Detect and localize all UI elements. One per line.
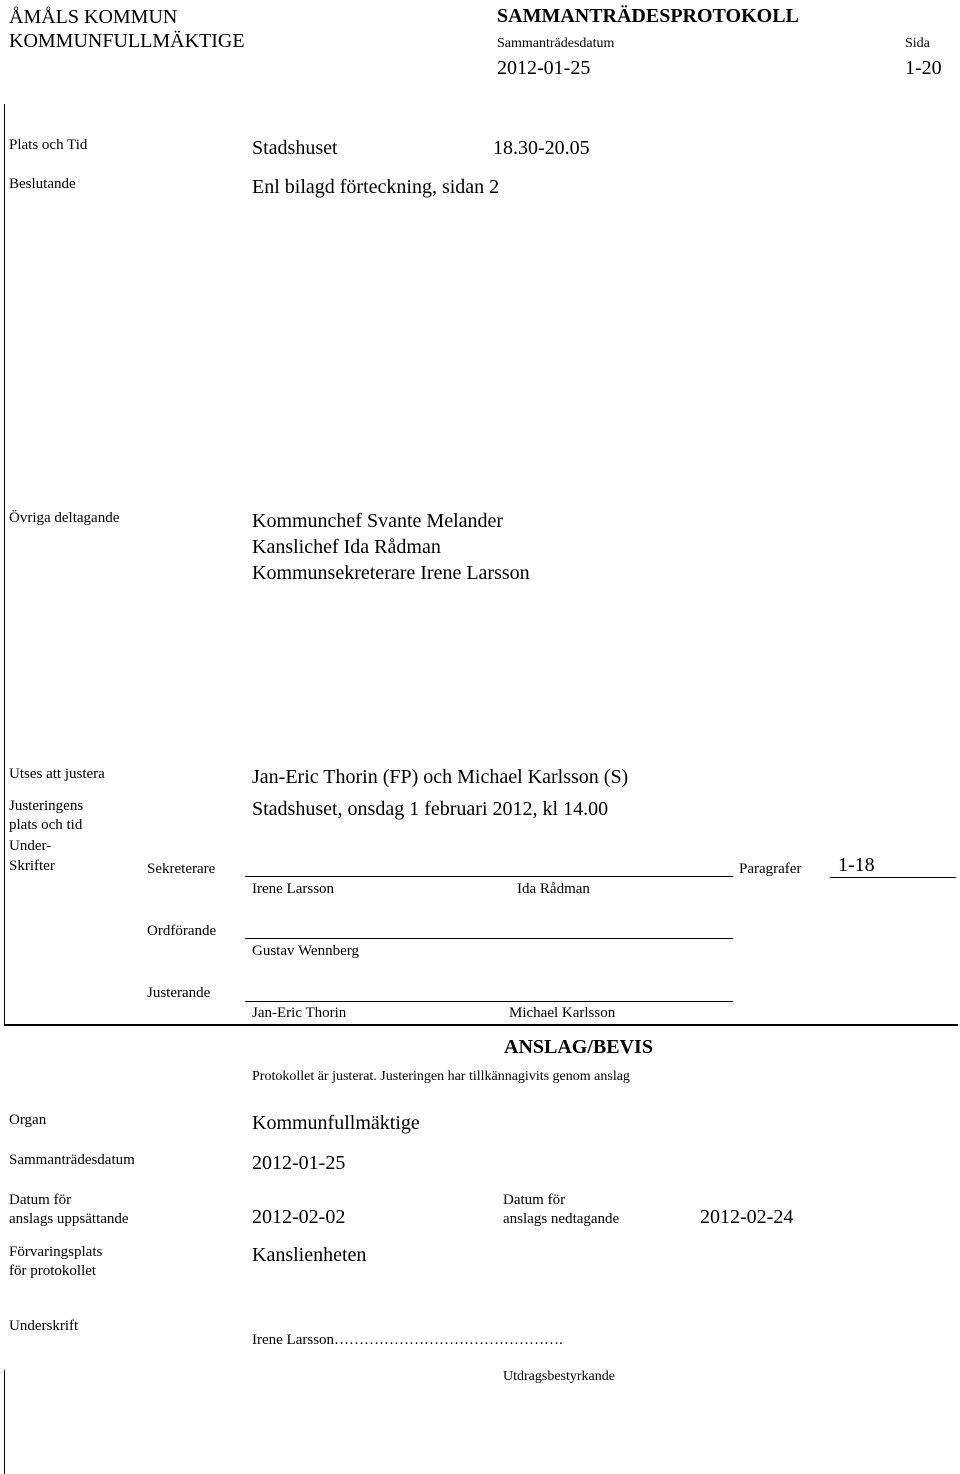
secretary-label: Sekreterare bbox=[147, 861, 216, 877]
secretary-name-1: Irene Larsson bbox=[252, 881, 335, 897]
chair-signature-line bbox=[245, 938, 733, 939]
governing-body: KOMMUNFULLMÄKTIGE bbox=[9, 30, 245, 52]
adjusters-signature-line bbox=[245, 1001, 733, 1002]
removed-date-label-2: anslags nedtagande bbox=[503, 1211, 620, 1227]
other-participants-label: Övriga deltagande bbox=[9, 510, 120, 526]
secretary-signature-line bbox=[245, 876, 733, 877]
section-divider bbox=[4, 1024, 958, 1026]
paragraphs-value: 1-18 bbox=[838, 854, 875, 876]
signature-label: Underskrift bbox=[9, 1318, 79, 1334]
meeting-place: Stadshuset bbox=[252, 137, 338, 159]
participant-1: Kommunchef Svante Melander bbox=[252, 510, 504, 532]
chair-label: Ordförande bbox=[147, 923, 217, 939]
participant-3: Kommunsekreterare Irene Larsson bbox=[252, 562, 530, 584]
storage-value: Kanslienheten bbox=[252, 1244, 367, 1266]
paragraphs-underline bbox=[830, 877, 956, 878]
organ-label: Organ bbox=[9, 1112, 47, 1128]
deciding-value: Enl bilagd förteckning, sidan 2 bbox=[252, 176, 500, 198]
posted-date-value: 2012-02-02 bbox=[252, 1206, 346, 1228]
chair-name: Gustav Wennberg bbox=[252, 943, 359, 959]
signature-value: Irene Larsson………………………………………. bbox=[252, 1332, 563, 1348]
adjustment-place-label-2: plats och tid bbox=[9, 817, 83, 833]
meeting-date-label: Sammanträdesdatum bbox=[9, 1152, 135, 1168]
header-date-label: Sammanträdesdatum bbox=[497, 36, 615, 51]
secretary-name-2: Ida Rådman bbox=[517, 881, 590, 897]
adjuster-1-name: Jan-Eric Thorin bbox=[252, 1005, 347, 1021]
adjustment-place-value: Stadshuset, onsdag 1 februari 2012, kl 14.00 bbox=[252, 798, 609, 820]
storage-label-2: för protokollet bbox=[9, 1263, 97, 1279]
removed-date-value: 2012-02-24 bbox=[700, 1206, 794, 1228]
organ-value: Kommunfullmäktige bbox=[252, 1112, 420, 1134]
certification-label: Utdragsbestyrkande bbox=[503, 1369, 615, 1384]
left-border-bottom bbox=[4, 1370, 5, 1474]
removed-date-label-1: Datum för bbox=[503, 1192, 566, 1208]
storage-label-1: Förvaringsplats bbox=[9, 1244, 103, 1260]
header-date-value: 2012-01-25 bbox=[497, 57, 591, 79]
posted-date-label-1: Datum för bbox=[9, 1192, 72, 1208]
meeting-time: 18.30-20.05 bbox=[493, 137, 590, 159]
place-time-label: Plats och Tid bbox=[9, 137, 88, 153]
header-page-value: 1-20 bbox=[905, 57, 942, 79]
notice-statement: Protokollet är justerat. Justeringen har tillkännagivits genom anslag bbox=[252, 1069, 630, 1084]
document-title: SAMMANTRÄDESPROTOKOLL bbox=[497, 5, 799, 27]
appointed-adjusters-label: Utses att justera bbox=[9, 766, 105, 782]
adjusters-label: Justerande bbox=[147, 985, 211, 1001]
signatures-label-2: Skrifter bbox=[9, 858, 55, 874]
meeting-date-value: 2012-01-25 bbox=[252, 1152, 346, 1174]
adjuster-2-name: Michael Karlsson bbox=[509, 1005, 616, 1021]
signatures-label-1: Under- bbox=[9, 838, 52, 854]
posted-date-label-2: anslags uppsättande bbox=[9, 1211, 129, 1227]
appointed-adjusters-value: Jan-Eric Thorin (FP) och Michael Karlsson (S) bbox=[252, 766, 629, 788]
left-border-top bbox=[4, 104, 5, 1026]
adjustment-place-label-1: Justeringens bbox=[9, 798, 84, 814]
deciding-label: Beslutande bbox=[9, 176, 76, 192]
paragraphs-label: Paragrafer bbox=[739, 861, 802, 877]
participant-2: Kanslichef Ida Rådman bbox=[252, 536, 441, 558]
header-page-label: Sida bbox=[905, 36, 930, 51]
notice-title: ANSLAG/BEVIS bbox=[504, 1036, 653, 1058]
municipality-name: ÅMÅLS KOMMUN bbox=[9, 6, 178, 28]
